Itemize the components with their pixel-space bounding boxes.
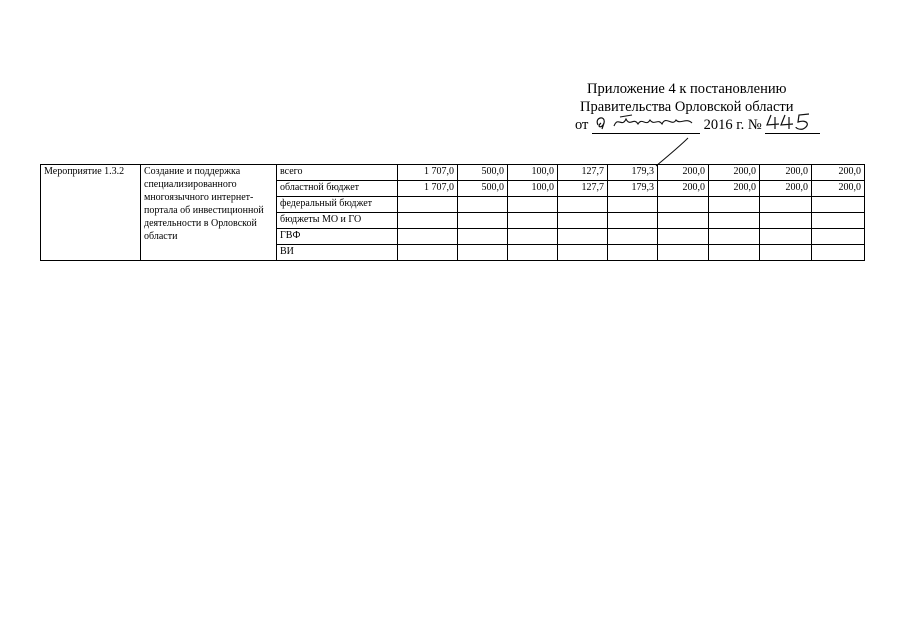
amount-cell — [458, 197, 508, 213]
amount-cell — [709, 197, 760, 213]
amount-cell: 100,0 — [508, 165, 558, 181]
amount-cell — [508, 245, 558, 261]
amount-cell — [608, 197, 658, 213]
amount-cell: 1 707,0 — [398, 165, 458, 181]
amount-cell: 200,0 — [709, 165, 760, 181]
table-row — [41, 165, 865, 181]
amount-cell — [458, 213, 508, 229]
amount-cell — [760, 229, 812, 245]
amount-cell: 500,0 — [458, 181, 508, 197]
amount-cell — [558, 229, 608, 245]
amount-cell — [458, 245, 508, 261]
amount-cell — [760, 213, 812, 229]
amount-cell: 200,0 — [760, 165, 812, 181]
amount-cell — [812, 229, 865, 245]
budget-table — [40, 164, 865, 261]
funding-source-cell: ГВФ — [277, 229, 398, 245]
amount-cell: 179,3 — [608, 181, 658, 197]
amount-cell — [398, 213, 458, 229]
amount-cell — [658, 213, 709, 229]
amount-cell — [812, 197, 865, 213]
amount-cell: 100,0 — [508, 181, 558, 197]
amount-cell: 200,0 — [812, 181, 865, 197]
handwritten-number-field — [765, 117, 820, 134]
handwritten-number-signature — [765, 111, 820, 133]
appendix-date-line — [540, 116, 870, 134]
funding-source-cell: бюджеты МО и ГО — [277, 213, 398, 229]
funding-source-cell: областной бюджет — [277, 181, 398, 197]
amount-cell: 200,0 — [658, 165, 709, 181]
amount-cell — [709, 245, 760, 261]
year-and-number-label: 2016 г. № — [703, 117, 762, 133]
appendix-header — [540, 80, 870, 134]
amount-cell — [458, 229, 508, 245]
amount-cell — [608, 245, 658, 261]
funding-source-cell: всего — [277, 165, 398, 181]
amount-cell: 200,0 — [760, 181, 812, 197]
amount-cell — [812, 245, 865, 261]
amount-cell — [608, 213, 658, 229]
amount-cell — [508, 213, 558, 229]
amount-cell — [608, 229, 658, 245]
amount-cell — [398, 245, 458, 261]
amount-cell — [760, 197, 812, 213]
amount-cell — [508, 229, 558, 245]
amount-cell — [812, 213, 865, 229]
amount-cell — [508, 197, 558, 213]
funding-source-cell: ВИ — [277, 245, 398, 261]
amount-cell — [658, 229, 709, 245]
event-description-cell: Создание и поддержка специализированного многоязычного интернет-портала об инвестиционной деятельности в Орловской области — [141, 165, 277, 261]
amount-cell: 500,0 — [458, 165, 508, 181]
amount-cell: 200,0 — [812, 165, 865, 181]
amount-cell: 179,3 — [608, 165, 658, 181]
appendix-title-line1: Приложение 4 к постановлению — [587, 81, 787, 97]
amount-cell — [558, 213, 608, 229]
date-prefix: от — [575, 117, 589, 133]
amount-cell: 200,0 — [658, 181, 709, 197]
amount-cell — [709, 213, 760, 229]
amount-cell: 127,7 — [558, 181, 608, 197]
amount-cell — [558, 245, 608, 261]
amount-cell — [709, 229, 760, 245]
amount-cell — [398, 197, 458, 213]
amount-cell: 127,7 — [558, 165, 608, 181]
handwritten-date-signature — [592, 111, 700, 133]
amount-cell — [558, 197, 608, 213]
handwritten-date-field — [592, 117, 700, 134]
funding-source-cell: федеральный бюджет — [277, 197, 398, 213]
appendix-title-line2: Правительства Орловской области — [580, 99, 794, 115]
amount-cell: 200,0 — [709, 181, 760, 197]
event-label-cell: Мероприятие 1.3.2 — [41, 165, 141, 261]
amount-cell — [760, 245, 812, 261]
amount-cell — [398, 229, 458, 245]
amount-cell — [658, 245, 709, 261]
amount-cell — [658, 197, 709, 213]
amount-cell: 1 707,0 — [398, 181, 458, 197]
